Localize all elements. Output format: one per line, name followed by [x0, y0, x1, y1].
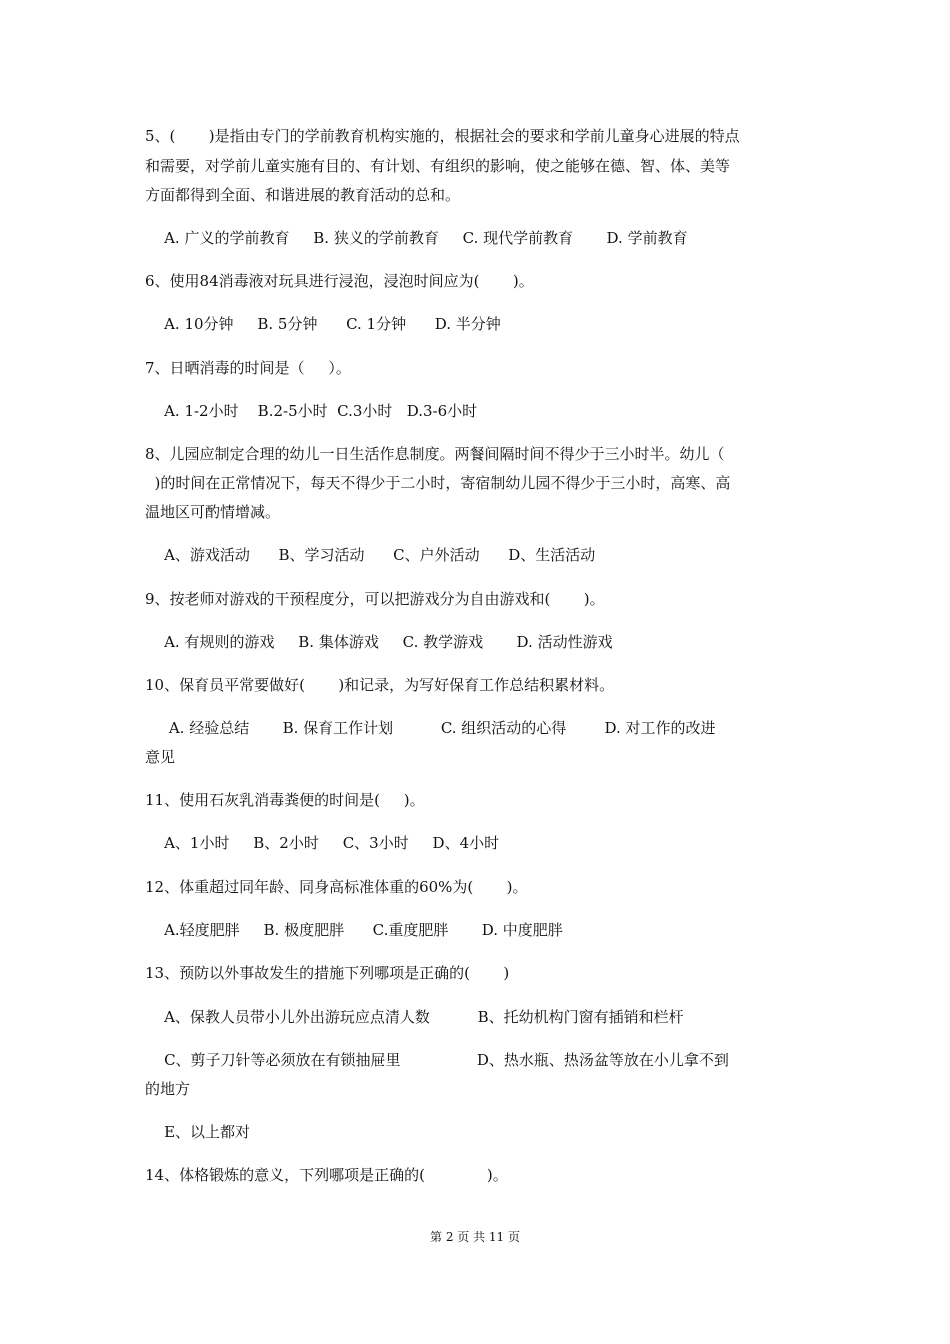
q13-options-line-4: E、以上都对 [145, 1123, 251, 1141]
q13-stem: 13、预防以外事故发生的措施下列哪项是正确的( ) [145, 964, 510, 982]
q11-options: A、1小时 B、2小时 C、3小时 D、4小时 [145, 834, 500, 852]
q5-stem-line-1: 5、( )是指由专门的学前教育机构实施的，根据社会的要求和学前儿童身心进展的特点 [145, 127, 740, 145]
q7-stem: 7、日晒消毒的时间是（ ）。 [145, 359, 351, 377]
q10-options: A. 经验总结 B. 保育工作计划 C. 组织活动的心得 D. 对工作的改进 [145, 719, 716, 737]
q9-stem: 9、按老师对游戏的干预程度分，可以把游戏分为自由游戏和( )。 [145, 590, 605, 608]
q7-options: A. 1-2小时 B.2-5小时 C.3小时 D.3-6小时 [145, 402, 478, 420]
q14-stem: 14、体格锻炼的意义，下列哪项是正确的( )。 [145, 1166, 508, 1184]
q5-options: A. 广义的学前教育 B. 狭义的学前教育 C. 现代学前教育 D. 学前教育 [145, 229, 688, 247]
q13-options-line-1: A、保教人员带小儿外出游玩应点清人数 B、托幼机构门窗有插销和栏杆 [145, 1008, 684, 1026]
q5-stem-line-2: 和需要，对学前儿童实施有目的、有计划、有组织的影响，使之能够在德、智、体、美等 [145, 157, 731, 175]
q8-stem-line-1: 8、儿园应制定合理的幼儿一日生活作息制度。两餐间隔时间不得少于三小时半。幼儿（ [145, 445, 725, 463]
q6-stem: 6、使用84消毒液对玩具进行浸泡，浸泡时间应为( )。 [145, 272, 534, 290]
q8-stem-line-2: )的时间在正常情况下，每天不得少于二小时，寄宿制幼儿园不得少于三小时，高寒、高 [145, 474, 731, 492]
q13-options-line-3: 的地方 [145, 1080, 191, 1098]
q6-options: A. 10分钟 B. 5分钟 C. 1分钟 D. 半分钟 [145, 315, 501, 333]
q12-stem: 12、体重超过同年龄、同身高标准体重的60%为( )。 [145, 878, 528, 896]
q10-stem: 10、保育员平常要做好( )和记录，为写好保育工作总结积累材料。 [145, 676, 615, 694]
q12-options: A.轻度肥胖 B. 极度肥胖 C.重度肥胖 D. 中度肥胖 [145, 921, 563, 939]
q9-options: A. 有规则的游戏 B. 集体游戏 C. 教学游戏 D. 活动性游戏 [145, 633, 613, 651]
q10-options-wrap: 意见 [145, 748, 176, 766]
q13-options-line-2: C、剪子刀针等必须放在有锁抽屉里 D、热水瓶、热汤盆等放在小儿拿不到 [145, 1051, 729, 1069]
q8-options: A、游戏活动 B、学习活动 C、户外活动 D、生活活动 [145, 546, 596, 564]
q11-stem: 11、使用石灰乳消毒粪便的时间是( )。 [145, 791, 425, 809]
q8-stem-line-3: 温地区可酌情增减。 [145, 503, 281, 521]
q5-stem-line-3: 方面都得到全面、和谐进展的教育活动的总和。 [145, 186, 461, 204]
page-footer: 第 2 页 共 11 页 [430, 1230, 520, 1244]
